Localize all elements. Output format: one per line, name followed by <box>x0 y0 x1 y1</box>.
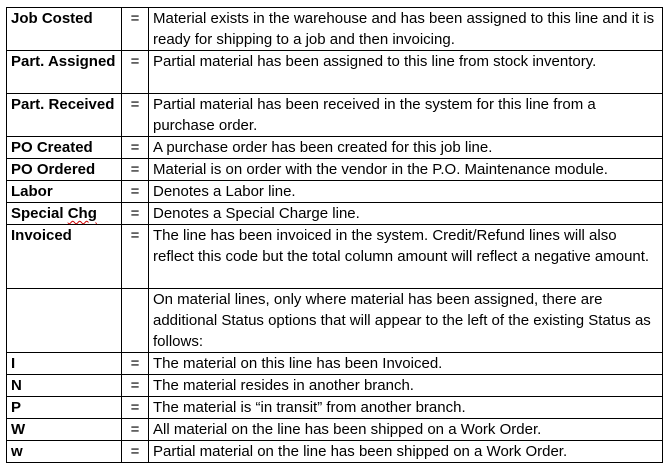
status-term: Labor <box>7 181 122 203</box>
equals-sign: = <box>122 51 149 94</box>
table-row <box>7 137 663 159</box>
status-description: Material exists in the warehouse and has been assigned to this line and it is ready for shipping to a job and then invoicing. <box>149 8 663 51</box>
status-term: PO Created <box>7 137 122 159</box>
table-row <box>7 225 663 289</box>
table-row <box>7 203 663 225</box>
equals-sign: = <box>122 375 149 397</box>
status-term: I <box>7 353 122 375</box>
spellcheck-flagged-word: Chg <box>67 205 97 222</box>
status-description: Partial material on the line has been shipped on a Work Order. <box>149 441 663 463</box>
status-term <box>7 289 122 353</box>
equals-sign: = <box>122 225 149 289</box>
status-term <box>7 203 122 225</box>
status-description: The material on this line has been Invoiced. <box>149 353 663 375</box>
status-description: All material on the line has been shipped on a Work Order. <box>149 419 663 441</box>
status-term-prefix: Special <box>11 205 68 222</box>
table-row <box>7 441 663 463</box>
status-description: Partial material has been assigned to this line from stock inventory. <box>149 51 663 94</box>
status-description: The material resides in another branch. <box>149 375 663 397</box>
status-term: w <box>7 441 122 463</box>
table-row <box>7 159 663 181</box>
status-description: Denotes a Special Charge line. <box>149 203 663 225</box>
equals-sign: = <box>122 397 149 419</box>
status-term: Job Costed <box>7 8 122 51</box>
table-row <box>7 181 663 203</box>
status-description: Denotes a Labor line. <box>149 181 663 203</box>
status-term: W <box>7 419 122 441</box>
equals-sign: = <box>122 203 149 225</box>
table-row <box>7 353 663 375</box>
status-term: PO Ordered <box>7 159 122 181</box>
equals-sign: = <box>122 419 149 441</box>
equals-sign: = <box>122 353 149 375</box>
table-row <box>7 419 663 441</box>
table-row <box>7 397 663 419</box>
status-legend <box>6 7 663 463</box>
table-row <box>7 51 663 94</box>
equals-sign: = <box>122 159 149 181</box>
table-row <box>7 289 663 353</box>
table-row <box>7 8 663 51</box>
equals-sign: = <box>122 94 149 137</box>
status-term: P <box>7 397 122 419</box>
status-description: On material lines, only where material has been assigned, there are additional Status options that will appear to the left of the existing Status as follows: <box>149 289 663 353</box>
status-description: The line has been invoiced in the system. Credit/Refund lines will also reflect this code but the total column amount will reflect a negative amount. <box>149 225 663 289</box>
status-term: Invoiced <box>7 225 122 289</box>
status-table <box>6 7 663 463</box>
status-term: Part. Assigned <box>7 51 122 94</box>
status-description: A purchase order has been created for this job line. <box>149 137 663 159</box>
status-description: Material is on order with the vendor in the P.O. Maintenance module. <box>149 159 663 181</box>
table-row <box>7 94 663 137</box>
status-description: Partial material has been received in the system for this line from a purchase order. <box>149 94 663 137</box>
status-term: N <box>7 375 122 397</box>
equals-sign: = <box>122 8 149 51</box>
equals-sign: = <box>122 137 149 159</box>
status-description: The material is “in transit” from another branch. <box>149 397 663 419</box>
equals-sign <box>122 289 149 353</box>
table-row <box>7 375 663 397</box>
equals-sign: = <box>122 441 149 463</box>
equals-sign: = <box>122 181 149 203</box>
status-term: Part. Received <box>7 94 122 137</box>
